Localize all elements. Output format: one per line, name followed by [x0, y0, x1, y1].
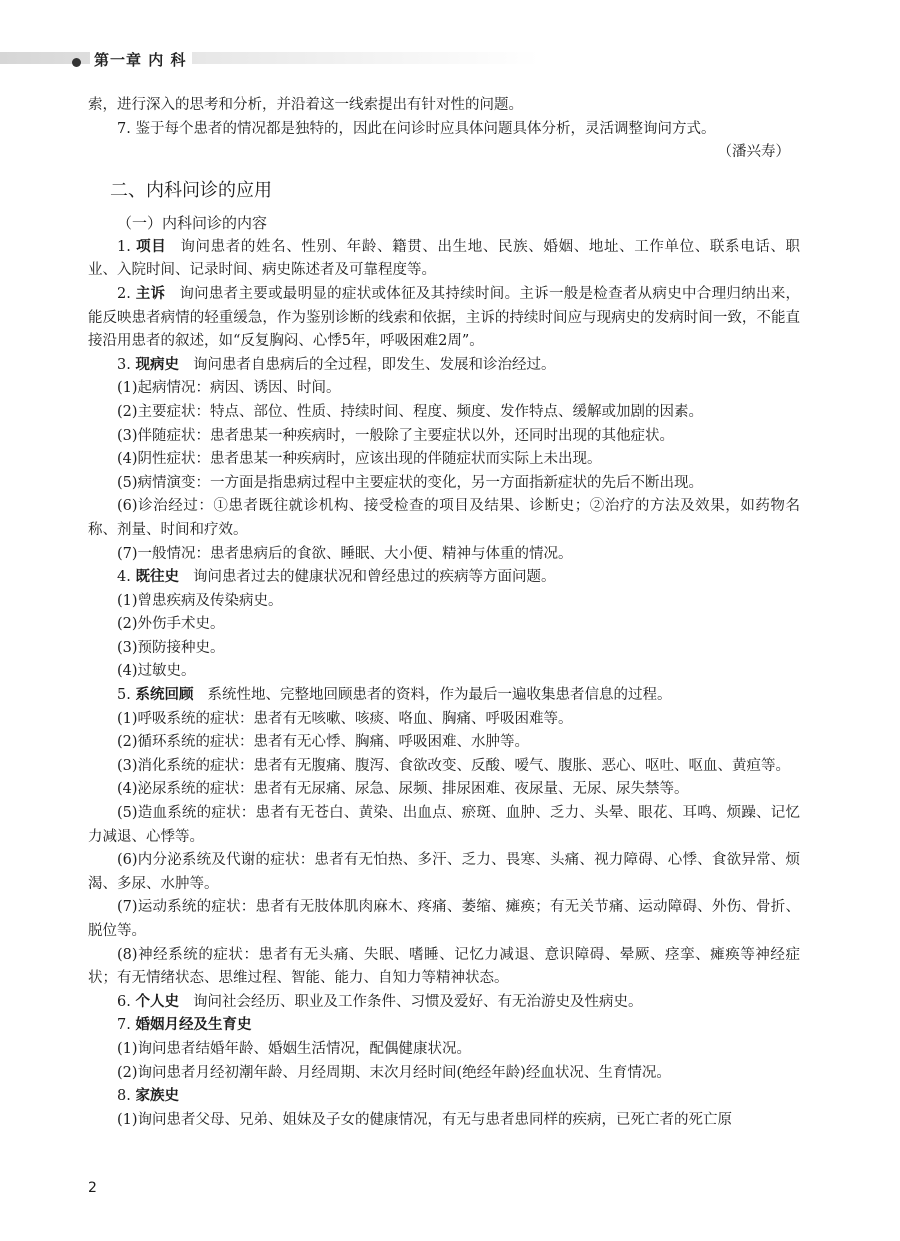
- list-item: (5)病情演变：一方面是指患病过程中主要症状的变化，另一方面指新症状的先后不断出现。: [117, 474, 704, 491]
- list-item: (2)外伤手术史。: [117, 616, 225, 633]
- author: （潘兴寿）: [717, 144, 790, 161]
- item-keyword: 婚姻月经及生育史: [135, 1017, 252, 1034]
- list-item: (1)呼吸系统的症状：患者有无咳嗽、咳痰、咯血、胸痛、呼吸困难等。: [117, 710, 573, 727]
- list-item: (6)内分泌系统及代谢的症状：患者有无怕热、多汗、乏力、畏寒、头痛、视力障碍、心悸、食欲异常、烦渴、多尿、水肿等。: [88, 852, 800, 892]
- item-text: 询问患者的姓名、性别、年龄、籍贯、出生地、民族、婚姻、地址、工作单位、联系电话、职业、入院时间、记录时间、病史陈述者及可靠程度等。: [88, 238, 800, 279]
- subsection-title: （一）内科问诊的内容: [117, 213, 268, 232]
- intro-line: 索，进行深入的思考和分析，并沿着这一线索提出有针对性的问题。: [88, 97, 523, 113]
- item-number: 3.: [117, 356, 136, 373]
- item-keyword: 现病史: [135, 356, 179, 373]
- list-item: (3)消化系统的症状：患者有无腹痛、腹泻、食欲改变、反酸、嗳气、腹胀、恶心、呕吐、呕血、黄疸等。: [117, 757, 791, 774]
- item-number: 5.: [117, 687, 136, 704]
- chapter-title: 第一章 内 科: [90, 49, 192, 71]
- item-project: [88, 236, 800, 283]
- item-number: 2.: [117, 285, 136, 302]
- list-item: (2)循环系统的症状：患者有无心悸、胸痛、呼吸困难、水肿等。: [117, 734, 530, 751]
- item-text: 询问患者自患病后的全过程，即发生、发展和诊治经过。: [192, 356, 556, 373]
- item-number: 6.: [117, 993, 136, 1010]
- item-text: 询问患者主要或最明显的症状或体征及其持续时间。主诉一般是检查者从病史中合理归纳出来，能反映患者病情的轻重缓急，作为鉴别诊断的线索和依据，主诉的持续时间应与现病史的发病时间一致，不能直接沿用患者的叙述，如“反复胸闷、心悸5年，呼吸困难2周”。: [88, 285, 801, 350]
- item-personal-history: [88, 991, 800, 1015]
- item-text: 系统性地、完整地回顾患者的资料，作为最后一遍收集患者信息的过程。: [207, 687, 672, 704]
- item-keyword: 主诉: [135, 285, 166, 302]
- page-content: [88, 94, 800, 1132]
- item-keyword: 既往史: [135, 569, 179, 586]
- item-system-review: [88, 684, 800, 708]
- item-keyword: 家族史: [135, 1088, 179, 1105]
- list-item: (3)预防接种史。: [117, 639, 225, 656]
- item-keyword: 个人史: [135, 993, 179, 1010]
- item-keyword: 系统回顾: [135, 687, 194, 704]
- list-item: (2)主要症状：特点、部位、性质、持续时间、程度、频度、发作特点、缓解或加剧的因素。: [117, 403, 704, 420]
- page-number: 2: [88, 1180, 97, 1196]
- bullet-dot-icon: [72, 58, 81, 67]
- list-item: (4)阴性症状：患者患某一种疾病时，应该出现的伴随症状而实际上未出现。: [117, 451, 602, 468]
- list-item: (6)诊治经过：①患者既往就诊机构、接受检查的项目及结果、诊断史；②治疗的方法及效果，如药物名称、剂量、时间和疗效。: [88, 498, 800, 538]
- list-item: (1)询问患者结婚年龄、婚姻生活情况，配偶健康状况。: [117, 1040, 472, 1057]
- list-item: (4)泌尿系统的症状：患者有无尿痛、尿急、尿频、排尿困难、夜尿量、无尿、尿失禁等。: [117, 781, 689, 798]
- item-text: 询问患者过去的健康状况和曾经患过的疾病等方面问题。: [192, 569, 556, 586]
- item-number: 1.: [117, 238, 137, 255]
- list-item: (5)造血系统的症状：患者有无苍白、黄染、出血点、瘀斑、血肿、乏力、头晕、眼花、耳鸣、烦躁、记忆力减退、心悸等。: [88, 805, 800, 845]
- list-item: (2)询问患者月经初潮年龄、月经周期、末次月经时间(绝经年龄)经血状况、生育情况。: [117, 1064, 671, 1081]
- item-keyword: 项目: [136, 238, 167, 255]
- section-title: 二、内科问诊的应用: [110, 179, 272, 201]
- item-number: 7.: [117, 1017, 136, 1034]
- item-chief-complaint: [88, 283, 800, 354]
- list-item: (1)询问患者父母、兄弟、姐妹及子女的健康情况，有无与患者患同样的疾病，已死亡者的死亡原: [117, 1111, 733, 1128]
- item-marriage-history: [88, 1014, 800, 1038]
- item-number: 8.: [117, 1088, 136, 1105]
- list-item: (4)过敏史。: [117, 663, 196, 680]
- item-family-history: [88, 1085, 800, 1109]
- item-text: 询问社会经历、职业及工作条件、习惯及爱好、有无治游史及性病史。: [192, 993, 643, 1010]
- item-past-history: [88, 566, 800, 590]
- intro-item-7: 7. 鉴于每个患者的情况都是独特的，因此在问诊时应具体问题具体分析，灵活调整询问方式。: [117, 120, 716, 137]
- item-number: 4.: [117, 569, 136, 586]
- list-item: (1)起病情况：病因、诱因、时间。: [117, 380, 341, 397]
- list-item: (8)神经系统的症状：患者有无头痛、失眠、嗜睡、记忆力减退、意识障碍、晕厥、痉挛、瘫痪等神经症状；有无情绪状态、思维过程、智能、能力、自知力等精神状态。: [88, 946, 800, 987]
- list-item: (7)一般情况：患者患病后的食欲、睡眠、大小便、精神与体重的情况。: [117, 545, 573, 562]
- list-item: (3)伴随症状：患者患某一种疾病时，一般除了主要症状以外，还同时出现的其他症状。: [117, 427, 675, 444]
- list-item: (1)曾患疾病及传染病史。: [117, 592, 283, 609]
- page-header: [0, 0, 900, 80]
- list-item: (7)运动系统的症状：患者有无肢体肌肉麻木、疼痛、萎缩、瘫痪；有无关节痛、运动障碍、外伤、骨折、脱位等。: [88, 899, 800, 939]
- item-present-illness: [88, 354, 800, 378]
